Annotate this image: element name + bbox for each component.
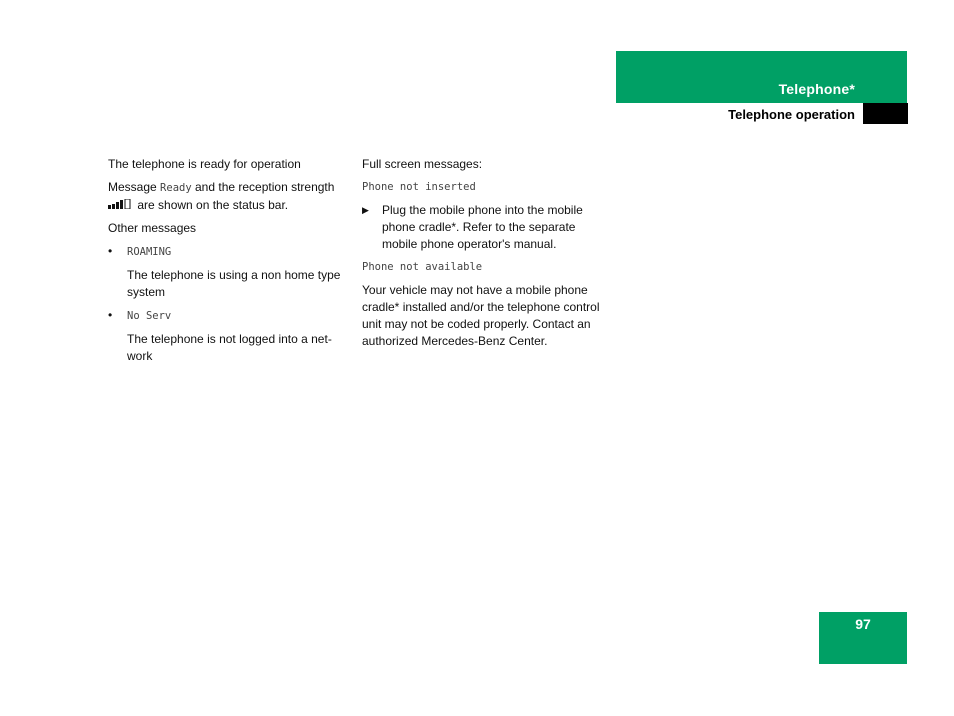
bullet-icon: • bbox=[108, 244, 113, 258]
step-text: Plug the mobile phone into the mobile phone cradle*. Refer to the separate mobile phone operator's manual. bbox=[382, 203, 583, 251]
other-messages-heading: Other messages bbox=[108, 221, 197, 235]
list-item bbox=[108, 243, 348, 261]
reception-text: and the reception strength bbox=[195, 180, 335, 194]
roaming-description: The telephone is using a non home type system bbox=[127, 268, 341, 299]
roaming-code: ROAMING bbox=[127, 246, 172, 258]
list-item bbox=[108, 307, 348, 325]
no-serv-description: The telephone is not logged into a net-work bbox=[127, 332, 332, 363]
status-bar-text: are shown on the status bar. bbox=[137, 198, 289, 212]
status-paragraph bbox=[108, 179, 348, 214]
ready-code: Ready bbox=[160, 182, 192, 194]
full-screen-heading: Full screen messages: bbox=[362, 157, 483, 171]
phone-not-available-code: Phone not available bbox=[362, 261, 483, 273]
instruction-step bbox=[362, 202, 602, 253]
no-serv-code: No Serv bbox=[127, 310, 172, 322]
left-column bbox=[108, 156, 348, 371]
bullet-icon: • bbox=[108, 308, 113, 322]
arrow-right-icon: ▶ bbox=[362, 205, 369, 215]
message-label: Message bbox=[108, 180, 157, 194]
section-title: Telephone operation bbox=[728, 107, 855, 122]
final-paragraph: Your vehicle may not have a mobile phone cradle* installed and/or the telephone control unit may not be coded properly. Contact an authorized Mercedes-Benz Center. bbox=[362, 283, 600, 348]
page-number-box bbox=[819, 612, 907, 664]
section-marker bbox=[863, 103, 908, 124]
phone-not-inserted-code: Phone not inserted bbox=[362, 181, 476, 193]
chapter-tab bbox=[616, 51, 907, 103]
signal-strength-icon bbox=[108, 197, 134, 214]
ready-paragraph: The telephone is ready for operation bbox=[108, 157, 301, 171]
chapter-title: Telephone* bbox=[778, 81, 855, 97]
right-column bbox=[362, 156, 602, 356]
page-number: 97 bbox=[855, 616, 871, 632]
